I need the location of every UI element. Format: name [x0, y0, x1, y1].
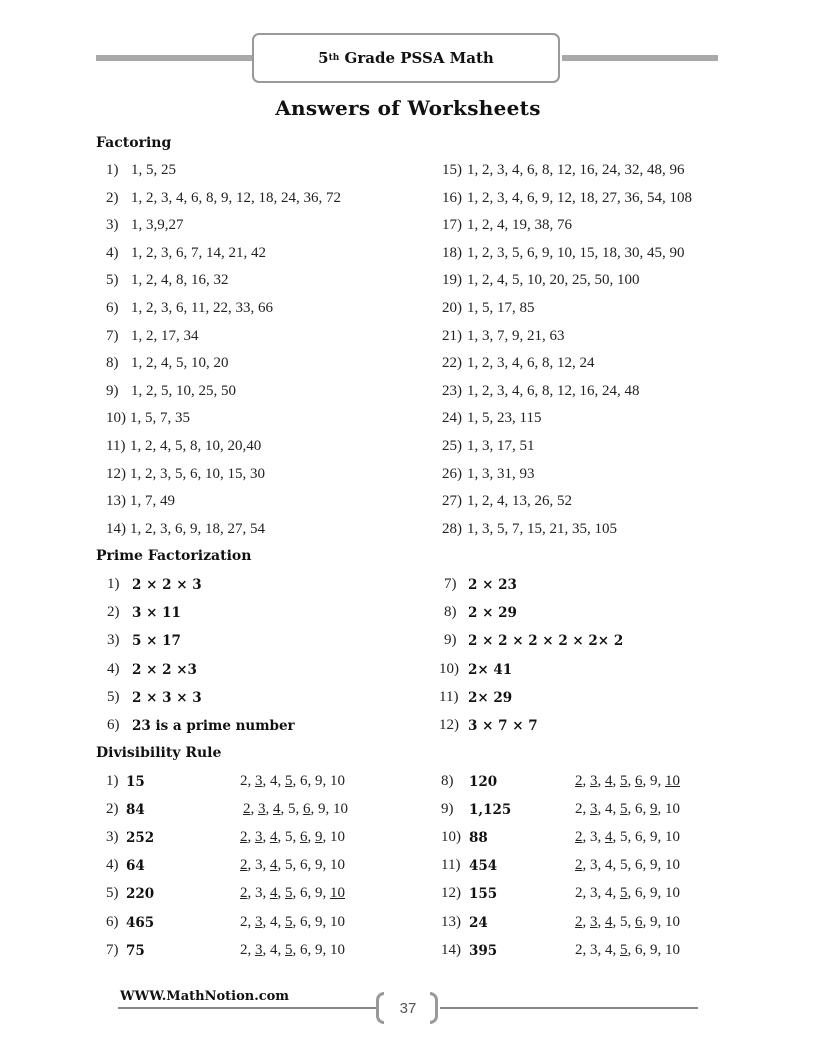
divisor-underlined: 5 — [620, 801, 628, 818]
divisor: 6 — [300, 885, 308, 902]
divisor: 9 — [315, 857, 323, 874]
factoring-answer: 1, 2, 3, 4, 6, 8, 12, 24 — [467, 355, 595, 372]
divisor: 10 — [330, 773, 345, 789]
divisor: 5 — [288, 801, 296, 818]
factoring-number: 23) — [442, 382, 462, 399]
prime-answer: 2 × 2 × 2 × 2 × 2× 2 — [468, 633, 624, 650]
section-factoring: Factoring — [96, 135, 172, 151]
divisibility-value: 120 — [469, 774, 498, 790]
factoring-number: 12) — [106, 465, 126, 482]
prime-answer: 2 × 3 × 3 — [132, 689, 202, 706]
factoring-answer: 1, 2, 4, 8, 16, 32 — [131, 272, 229, 289]
prime-number: 11) — [439, 688, 459, 705]
divisor: 4 — [605, 941, 613, 958]
factoring-number: 1) — [106, 162, 119, 178]
factoring-number: 13) — [106, 493, 126, 510]
factoring-number: 3) — [106, 217, 119, 234]
divisor-underlined: 3 — [590, 801, 598, 818]
divisor: 9 — [650, 773, 658, 789]
divisor-underlined: 10 — [330, 885, 345, 902]
factoring-answer: 1, 7, 49 — [130, 493, 175, 510]
section-divisibility-rule: Divisibility Rule — [96, 745, 222, 761]
divisor-list: 2, 3, 4, 5, 6, 9, 10 — [575, 885, 680, 902]
factoring-answer: 1, 5, 7, 35 — [130, 410, 190, 427]
divisibility-value: 84 — [126, 802, 145, 819]
factoring-number: 15) — [442, 162, 462, 178]
page-title: Answers of Worksheets — [275, 96, 541, 120]
divisor: 10 — [665, 801, 680, 818]
divisor-list: 2, 3, 4, 5, 6, 9, 10 — [240, 941, 345, 958]
divisor: 6 — [300, 773, 308, 789]
divisor: 9 — [650, 913, 658, 930]
factoring-answer: 1, 2, 4, 5, 10, 20 — [131, 355, 229, 372]
prime-number: 2) — [107, 604, 120, 621]
factoring-number: 14) — [106, 520, 126, 537]
divisor-underlined: 6 — [303, 801, 311, 818]
factoring-answer: 1, 2, 17, 34 — [131, 327, 199, 344]
footer-rule-right — [440, 1007, 698, 1009]
divisor: 9 — [650, 829, 658, 846]
divisor-underlined: 5 — [285, 913, 293, 930]
divisor: 6 — [635, 801, 643, 818]
factoring-number: 11) — [106, 438, 126, 454]
divisor-list: 2, 3, 4, 5, 6, 9, 10 — [575, 829, 680, 846]
divisor: 4 — [270, 913, 278, 930]
divisor: 5 — [285, 857, 293, 874]
divisor: 3 — [590, 941, 598, 958]
divisor-underlined: 2 — [240, 857, 248, 874]
divisor: 10 — [330, 913, 345, 930]
factoring-number: 8) — [106, 355, 119, 372]
divisor-list: 2, 3, 4, 5, 6, 9, 10 — [240, 829, 345, 846]
divisor-underlined: 4 — [605, 829, 613, 846]
divisor-underlined: 3 — [255, 913, 263, 930]
divisor: 6 — [300, 941, 308, 958]
divisor-underlined: 5 — [285, 941, 293, 958]
divisor-underlined: 2 — [575, 829, 583, 846]
divisor-underlined: 4 — [270, 829, 278, 846]
divisibility-item-number: 7) — [106, 941, 119, 958]
factoring-answer: 1, 2, 3, 5, 6, 9, 10, 15, 18, 30, 45, 90 — [467, 244, 685, 261]
prime-answer: 23 is a prime number — [132, 718, 295, 734]
section-prime-factorization: Prime Factorization — [96, 548, 252, 564]
divisibility-value: 15 — [126, 774, 145, 790]
prime-number: 9) — [444, 632, 457, 649]
footer-rule-left — [118, 1007, 376, 1009]
divisor: 6 — [635, 857, 643, 874]
divisibility-value: 75 — [126, 942, 145, 959]
factoring-number: 10) — [106, 410, 126, 427]
divisor: 4 — [605, 885, 613, 902]
divisor: 6 — [635, 885, 643, 902]
divisor: 5 — [620, 829, 628, 846]
divisibility-item-number: 6) — [106, 913, 119, 930]
factoring-answer: 1, 2, 3, 6, 7, 14, 21, 42 — [131, 244, 266, 261]
divisibility-value: 88 — [469, 830, 488, 847]
factoring-number: 28) — [442, 520, 462, 537]
divisor: 4 — [605, 801, 613, 818]
divisor: 10 — [665, 913, 680, 930]
divisibility-item-number: 11) — [441, 857, 461, 874]
divisor-list: 2, 3, 4, 5, 6, 9, 10 — [243, 801, 348, 818]
factoring-number: 2) — [106, 189, 119, 206]
divisor-list: 2, 3, 4, 5, 6, 9, 10 — [575, 773, 680, 789]
divisibility-item-number: 9) — [441, 801, 454, 818]
divisor-underlined: 6 — [300, 829, 308, 846]
prime-answer: 2 × 2 × 3 — [132, 577, 202, 593]
divisor: 6 — [635, 941, 643, 958]
divisor-underlined: 4 — [270, 885, 278, 902]
divisor-underlined: 4 — [605, 913, 613, 930]
factoring-number: 22) — [442, 355, 462, 372]
factoring-number: 18) — [442, 244, 462, 261]
footer-url: WWW.MathNotion.com — [120, 989, 290, 1004]
divisor: 4 — [605, 857, 613, 874]
divisor: 9 — [315, 885, 323, 902]
divisor: 3 — [255, 885, 263, 902]
divisor: 10 — [665, 941, 680, 958]
factoring-answer: 1, 2, 5, 10, 25, 50 — [131, 382, 236, 399]
divisor: 9 — [650, 941, 658, 958]
divisor: 2 — [240, 913, 248, 930]
divisor: 6 — [300, 913, 308, 930]
divisor-underlined: 3 — [590, 913, 598, 930]
divisor: 2 — [575, 885, 583, 902]
divisor-underlined: 3 — [258, 801, 266, 818]
factoring-answer: 1, 2, 3, 4, 6, 8, 12, 16, 24, 32, 48, 96 — [467, 162, 685, 178]
divisor: 3 — [590, 829, 598, 846]
divisibility-value: 1,125 — [469, 802, 512, 819]
divisor-underlined: 5 — [285, 773, 293, 789]
prime-number: 3) — [107, 632, 120, 649]
divisor: 9 — [315, 941, 323, 958]
divisor: 10 — [330, 941, 345, 958]
factoring-answer: 1, 2, 4, 19, 38, 76 — [467, 217, 572, 234]
factoring-answer: 1, 3, 5, 7, 15, 21, 35, 105 — [467, 520, 617, 537]
divisor: 10 — [665, 857, 680, 874]
factoring-answer: 1, 2, 3, 4, 6, 8, 12, 16, 24, 48 — [467, 382, 640, 399]
prime-answer: 2× 41 — [468, 661, 513, 678]
prime-answer: 3 × 11 — [132, 605, 181, 622]
divisor: 4 — [270, 773, 278, 789]
factoring-number: 7) — [106, 327, 119, 344]
divisor-underlined: 2 — [575, 857, 583, 874]
divisibility-item-number: 13) — [441, 913, 461, 930]
divisibility-value: 465 — [126, 914, 155, 931]
factoring-answer: 1, 2, 3, 4, 6, 8, 9, 12, 18, 24, 36, 72 — [131, 189, 341, 206]
factoring-answer: 1, 5, 25 — [131, 162, 176, 178]
divisibility-value: 395 — [469, 942, 498, 959]
divisor: 9 — [650, 857, 658, 874]
divisor: 3 — [590, 885, 598, 902]
divisor: 2 — [575, 941, 583, 958]
factoring-answer: 1, 3, 17, 51 — [467, 438, 535, 454]
prime-answer: 5 × 17 — [132, 633, 181, 650]
divisor: 10 — [330, 857, 345, 874]
divisor-underlined: 5 — [620, 941, 628, 958]
divisor: 6 — [635, 829, 643, 846]
divisor-list: 2, 3, 4, 5, 6, 9, 10 — [575, 941, 680, 958]
divisor-underlined: 4 — [270, 857, 278, 874]
factoring-answer: 1, 2, 3, 5, 6, 10, 15, 30 — [130, 465, 265, 482]
prime-answer: 2× 29 — [468, 689, 513, 706]
divisibility-value: 155 — [469, 886, 498, 903]
divisibility-value: 252 — [126, 830, 155, 847]
divisibility-item-number: 5) — [106, 885, 119, 902]
factoring-answer: 1, 3,9,27 — [131, 217, 184, 234]
factoring-number: 24) — [442, 410, 462, 427]
divisor-list: 2, 3, 4, 5, 6, 9, 10 — [240, 913, 345, 930]
divisor-list: 2, 3, 4, 5, 6, 9, 10 — [240, 773, 345, 789]
header-rule-left — [96, 55, 254, 61]
divisor: 3 — [255, 857, 263, 874]
divisor-underlined: 3 — [255, 829, 263, 846]
prime-number: 10) — [439, 660, 459, 677]
divisor-underlined: 2 — [575, 773, 583, 789]
divisibility-item-number: 14) — [441, 941, 461, 958]
prime-answer: 2 × 29 — [468, 605, 517, 622]
header-grade-number: 5 — [318, 49, 329, 67]
divisor-underlined: 3 — [255, 773, 263, 789]
divisibility-value: 24 — [469, 914, 488, 931]
divisor: 5 — [285, 829, 293, 846]
divisor: 5 — [620, 857, 628, 874]
factoring-number: 20) — [442, 300, 462, 316]
divisor-list: 2, 3, 4, 5, 6, 9, 10 — [575, 857, 680, 874]
prime-answer: 2 × 23 — [468, 577, 517, 593]
divisor: 10 — [665, 829, 680, 846]
prime-number: 1) — [107, 576, 120, 592]
divisor-underlined: 10 — [665, 773, 680, 789]
divisor-underlined: 2 — [240, 829, 248, 846]
divisor-underlined: 2 — [243, 801, 251, 818]
factoring-answer: 1, 3, 7, 9, 21, 63 — [467, 327, 565, 344]
divisor-underlined: 6 — [635, 913, 643, 930]
factoring-answer: 1, 3, 31, 93 — [467, 465, 535, 482]
prime-answer: 2 × 2 ×3 — [132, 661, 197, 678]
factoring-number: 17) — [442, 217, 462, 234]
prime-number: 7) — [444, 576, 457, 592]
header-box — [252, 33, 560, 83]
divisor: 5 — [620, 913, 628, 930]
divisibility-value: 454 — [469, 858, 498, 875]
divisor-underlined: 4 — [605, 773, 613, 789]
factoring-answer: 1, 2, 3, 6, 11, 22, 33, 66 — [131, 300, 273, 316]
divisor-underlined: 6 — [635, 773, 643, 789]
divisor-underlined: 3 — [590, 773, 598, 789]
factoring-number: 25) — [442, 438, 462, 454]
divisibility-item-number: 3) — [106, 829, 119, 846]
prime-number: 12) — [439, 717, 459, 733]
divisor: 9 — [315, 773, 323, 789]
factoring-answer: 1, 5, 23, 115 — [467, 410, 542, 427]
prime-number: 6) — [107, 717, 120, 733]
divisor-underlined: 2 — [240, 885, 248, 902]
divisibility-item-number: 12) — [441, 885, 461, 902]
header-title: Grade PSSA Math — [339, 49, 494, 67]
divisor: 3 — [590, 857, 598, 874]
header-grade-suffix: th — [328, 53, 340, 63]
divisor-list: 2, 3, 4, 5, 6, 9, 10 — [240, 885, 345, 902]
divisor-underlined: 5 — [620, 773, 628, 789]
divisor: 2 — [240, 773, 248, 789]
factoring-number: 21) — [442, 327, 462, 344]
prime-number: 4) — [107, 660, 120, 677]
divisor-underlined: 3 — [255, 941, 263, 958]
factoring-answer: 1, 2, 3, 6, 9, 18, 27, 54 — [130, 520, 265, 537]
factoring-answer: 1, 2, 4, 13, 26, 52 — [467, 493, 572, 510]
prime-number: 8) — [444, 604, 457, 621]
factoring-answer: 1, 2, 4, 5, 10, 20, 25, 50, 100 — [467, 272, 640, 289]
divisor: 9 — [650, 885, 658, 902]
prime-answer: 3 × 7 × 7 — [468, 718, 538, 734]
divisor: 9 — [315, 913, 323, 930]
header-rule-right — [562, 55, 718, 61]
divisor: 4 — [270, 941, 278, 958]
divisor-underlined: 9 — [315, 829, 323, 846]
divisor-list: 2, 3, 4, 5, 6, 9, 10 — [575, 913, 680, 930]
divisibility-item-number: 10) — [441, 829, 461, 846]
factoring-number: 4) — [106, 244, 119, 261]
factoring-answer: 1, 2, 4, 5, 8, 10, 20,40 — [130, 438, 262, 454]
factoring-number: 16) — [442, 189, 462, 206]
divisor: 6 — [300, 857, 308, 874]
divisor: 10 — [330, 829, 345, 846]
divisor-list: 2, 3, 4, 5, 6, 9, 10 — [575, 801, 680, 818]
factoring-answer: 1, 2, 3, 4, 6, 9, 12, 18, 27, 36, 54, 108 — [467, 189, 692, 206]
divisor-list: 2, 3, 4, 5, 6, 9, 10 — [240, 857, 345, 874]
divisibility-item-number: 1) — [106, 773, 119, 789]
divisor: 10 — [665, 885, 680, 902]
divisibility-value: 220 — [126, 886, 155, 903]
divisor-underlined: 5 — [285, 885, 293, 902]
divisor-underlined: 2 — [575, 913, 583, 930]
divisor-underlined: 9 — [650, 801, 658, 818]
prime-number: 5) — [107, 688, 120, 705]
divisor: 2 — [240, 941, 248, 958]
factoring-number: 9) — [106, 382, 119, 399]
divisor-underlined: 4 — [273, 801, 281, 818]
factoring-number: 27) — [442, 493, 462, 510]
divisor: 9 — [318, 801, 326, 818]
divisibility-item-number: 8) — [441, 773, 454, 789]
divisor: 2 — [575, 801, 583, 818]
divisor: 10 — [333, 801, 348, 818]
factoring-number: 19) — [442, 272, 462, 289]
divisibility-item-number: 2) — [106, 801, 119, 818]
factoring-answer: 1, 5, 17, 85 — [467, 300, 535, 316]
divisor-underlined: 5 — [620, 885, 628, 902]
divisibility-value: 64 — [126, 858, 145, 875]
divisibility-item-number: 4) — [106, 857, 119, 874]
factoring-number: 6) — [106, 300, 119, 316]
factoring-number: 5) — [106, 272, 119, 289]
page-number: 37 — [399, 1000, 417, 1017]
factoring-number: 26) — [442, 465, 462, 482]
